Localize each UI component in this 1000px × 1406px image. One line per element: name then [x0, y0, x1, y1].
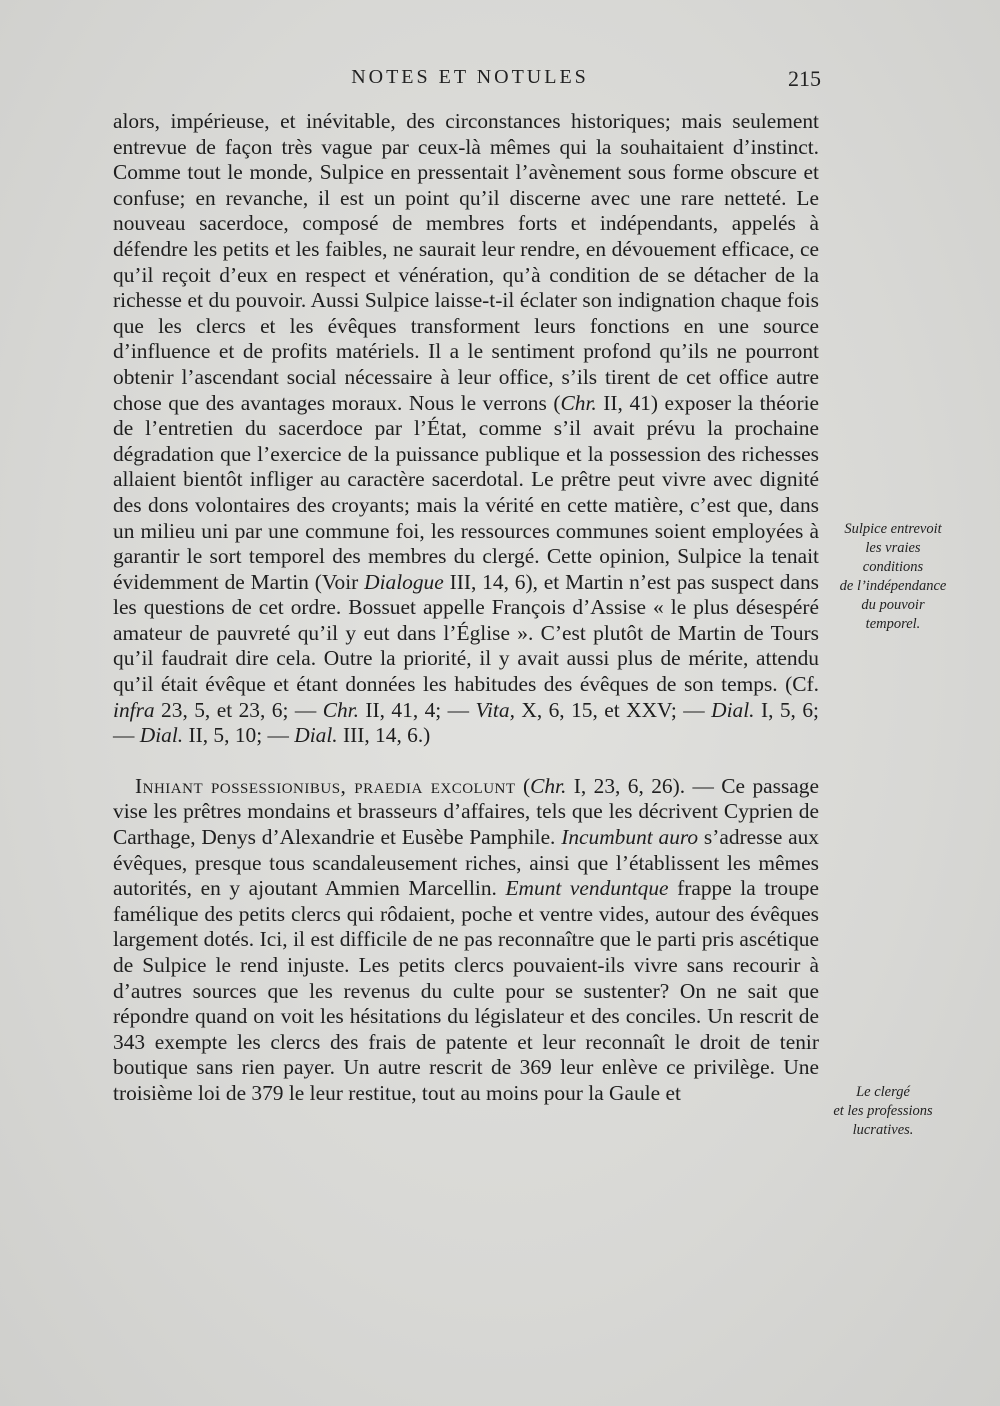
- text-run: alors, impérieuse, et inévitable, des circonstances historiques; mais seulement entrevue de façon très vague par ceux-là mêmes qui la souhaitaient d’instinct. Comme tout le monde, Sulpice en pressentait l’avènement sous forme obscure et confuse; en revanche, il est un point qu’il discerne avec une rare netteté. Le nouveau sacerdoce, composé de membres forts et indépendants, appelés à défendre les petits et les faibles, ne saurait leur rendre, en dévouement efficace, ce qu’il reçoit d’eux en respect et vénération, qu’à condition de se détacher de la richesse et du pouvoir. Aussi Sulpice laisse-t-il éclater son indignation chaque fois que les clercs et les évêques transforment leurs fonctions en une source d’influence et de profits matériels. Il a le sentiment profond qu’ils ne pourront obtenir l’ascendant social nécessaire à leur office, s’ils tirent de cet office autre chose que des avantages moraux. Nous le verrons (: [113, 109, 819, 415]
- citation-dial: Dial.: [711, 697, 755, 722]
- text-run: I, 5, 6; —: [113, 697, 819, 748]
- text-run: X, 6, 15, et XXV; —: [514, 697, 712, 722]
- margin-note-line: et les professions: [833, 1103, 933, 1119]
- citation-chr: Chr.: [530, 773, 567, 798]
- text-run: III, 14, 6), et Martin n’est pas suspect dans les questions de cet ordre. Bossuet appelle François d’Assise « le plus désespéré amateur de pauvreté qu’il y eut dans l’Église ». C’est plutôt de Martin de Tours qu’il faudrait dire cela. Outre la priorité, il y avait aussi plus de mérite, attendu qu’il était évêque et étant données les habitudes des évêques de son temps. (Cf.: [113, 569, 819, 697]
- text-run: I, 23, 6, 26). — Ce passage vise les prêtres mondains et brasseurs d’affaires, tels que les décrivent Cyprien de Carthage, Denys d’Alexandrie et Eusèbe Pamphile.: [113, 773, 819, 850]
- margin-note-line: conditions: [862, 559, 924, 575]
- page-number: 215: [788, 66, 821, 91]
- paragraph-2: [113, 774, 819, 1107]
- latin-quote: Incumbunt auro: [561, 825, 699, 850]
- margin-note-2: [808, 1083, 958, 1140]
- margin-note-1: [818, 520, 968, 634]
- citation-vita: Vita,: [475, 697, 515, 722]
- body-text: [113, 109, 819, 1107]
- margin-note-line: les vraies: [865, 540, 921, 556]
- text-run: 23, 5, et 23, 6; —: [154, 697, 323, 722]
- citation-dial: Dial.: [139, 723, 184, 748]
- note-heading: Inhiant possessionibus, praedia excolunt: [135, 773, 516, 798]
- text-run: s’adresse aux évêques, presque tous scandaleusement riches, ainsi que l’établissent les mêmes autorités, en y ajoutant Ammien Marcellin.: [113, 825, 820, 901]
- paragraph-1: [113, 109, 819, 749]
- citation-chr: Chr.: [560, 390, 597, 415]
- citation-chr: Chr.: [322, 697, 359, 722]
- citation-dialogue: Dialogue: [364, 569, 444, 594]
- text-run: III, 14, 6.): [337, 723, 431, 748]
- text-run: frappe la troupe famélique des petits clercs qui rôdaient, poche et ventre vides, autour des évêques largement dotés. Ici, il est difficile de ne pas reconnaître que le parti pris ascétique de Sulpice le rend injuste. Les petits clercs pouvaient-ils vivre sans recourir à d’autres sources que les revenus du culte pour se sustenter? On ne sait que répondre quand on voit les hésitations du législateur et des conciles. Un rescrit de 343 exempte les clercs des frais de patente et leur reconnaît le droit de tenir boutique sans rien payer. Un autre rescrit de 369 leur enlève ce privilège. Une troisième loi de 379 le leur restitue, tout au moins pour la Gaule et: [113, 876, 819, 1105]
- latin-quote: Emunt venduntque: [505, 876, 669, 901]
- text-run: II, 5, 10; —: [183, 723, 295, 748]
- citation-dial: Dial.: [294, 723, 338, 748]
- margin-note-line: temporel.: [865, 616, 921, 632]
- running-title: NOTES ET NOTULES: [351, 66, 589, 88]
- margin-note-line: Le clergé: [856, 1084, 910, 1100]
- margin-note-line: de l’indépendance: [839, 578, 947, 594]
- text-run: II, 41, 4; —: [358, 697, 476, 722]
- page-header: [115, 66, 825, 96]
- text-run: II, 41) exposer la théorie de l’entretien du sacerdoce par l’État, comme s’il avait prévu la prochaine dégradation que l’exercice de la puissance publique et la possession des richesses allaient bientôt infliger au caractère sacerdotal. Le prêtre peut vivre avec dignité des dons volontaires des croyants; mais la vérité en cette matière, c’est que, dans un milieu uni par une commune foi, les ressources communes soient employées à garantir le sort temporel des membres du clergé. Cette opinion, Sulpice la tenait évidemment de Martin (Voir: [113, 390, 820, 594]
- margin-note-line: du pouvoir: [861, 597, 925, 613]
- margin-note-line: lucratives.: [852, 1122, 914, 1138]
- text-run: (: [515, 773, 531, 798]
- margin-note-line: Sulpice entrevoit: [844, 521, 942, 537]
- citation-infra: infra: [113, 697, 155, 722]
